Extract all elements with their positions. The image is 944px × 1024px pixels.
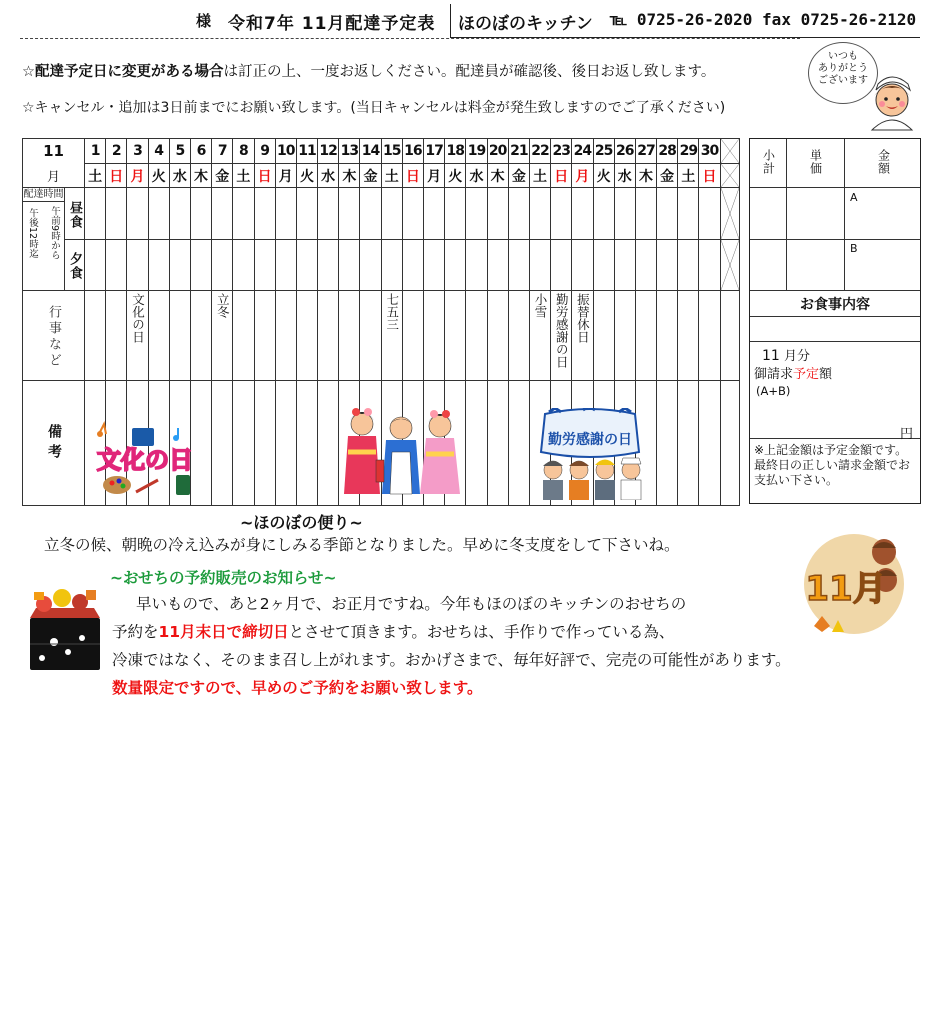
remark-cell bbox=[508, 381, 529, 506]
weekday: 日 bbox=[402, 164, 423, 188]
day-number: 15 bbox=[381, 139, 402, 164]
weekday: 金 bbox=[360, 164, 381, 188]
remark-cell bbox=[254, 381, 275, 506]
company-name: ほのぼのキッチン bbox=[458, 14, 593, 34]
lunch-order-cell[interactable] bbox=[551, 188, 572, 240]
osechi-paragraph-3: 冷凍ではなく、そのまま召し上がれます。おかげさまで、毎年好評で、完売の可能性があります。 bbox=[112, 651, 791, 669]
lunch-order-cell[interactable] bbox=[190, 188, 211, 240]
dinner-order-cell[interactable] bbox=[614, 240, 635, 291]
osechi-box-icon bbox=[24, 582, 104, 674]
dinner-label: 夕食 bbox=[65, 240, 85, 291]
dinner-order-cell[interactable] bbox=[212, 240, 233, 291]
day-number: 12 bbox=[318, 139, 339, 164]
weekday: 火 bbox=[148, 164, 169, 188]
event-cell bbox=[508, 291, 529, 381]
remarks-label: 備考 bbox=[23, 381, 85, 506]
remark-cell bbox=[678, 381, 699, 506]
event-cell bbox=[212, 291, 233, 381]
dinner-order-cell[interactable] bbox=[381, 240, 402, 291]
lunch-order-cell[interactable] bbox=[424, 188, 445, 240]
dinner-order-cell[interactable] bbox=[254, 240, 275, 291]
dinner-order-cell[interactable] bbox=[190, 240, 211, 291]
dinner-order-cell[interactable] bbox=[657, 240, 678, 291]
weekday: 日 bbox=[699, 164, 720, 188]
badge-text: 11月 bbox=[805, 569, 887, 609]
dinner-order-cell[interactable] bbox=[318, 240, 339, 291]
bill-yen: 円 bbox=[900, 427, 914, 442]
bill-formula: (A+B) bbox=[756, 384, 791, 398]
amount-header: 金額 bbox=[876, 149, 891, 175]
event-cell bbox=[339, 291, 360, 381]
recipient-sama: 様 bbox=[196, 12, 212, 30]
lunch-order-cell[interactable] bbox=[318, 188, 339, 240]
event-cell bbox=[106, 291, 127, 381]
event-cell bbox=[635, 291, 656, 381]
weekday: 土 bbox=[381, 164, 402, 188]
day-number: 24 bbox=[572, 139, 593, 164]
event-cell bbox=[529, 291, 550, 381]
weekday: 日 bbox=[106, 164, 127, 188]
event-cell bbox=[487, 291, 508, 381]
remark-cell bbox=[699, 381, 720, 506]
greeting-text: 立冬の候、朝晩の冷え込みが身にしみる季節となりました。早めに冬支度をして下さいね。 bbox=[44, 536, 680, 554]
lunch-order-cell[interactable] bbox=[678, 188, 699, 240]
remark-cell bbox=[657, 381, 678, 506]
unit-price-header: 単価 bbox=[808, 149, 823, 175]
event-cell bbox=[572, 291, 593, 381]
dinner-order-cell[interactable] bbox=[169, 240, 190, 291]
meal-content-label: お食事内容 bbox=[800, 297, 870, 313]
notice-change: ☆配達予定日に変更がある場合は訂正の上、一度お返しください。配達員が確認後、後日お返し致します。 bbox=[22, 64, 716, 80]
day-number: 10 bbox=[275, 139, 296, 164]
lunch-order-cell[interactable] bbox=[657, 188, 678, 240]
osechi-heading: ~おせちの予約販売のお知らせ~ bbox=[110, 569, 337, 587]
day-number: 13 bbox=[339, 139, 360, 164]
contact-numbers: ℡ 0725-26-2020 fax 0725-26-2120 bbox=[610, 10, 917, 29]
remark-cell bbox=[233, 381, 254, 506]
dinner-order-cell[interactable] bbox=[424, 240, 445, 291]
day-number: 2 bbox=[106, 139, 127, 164]
day-number: 4 bbox=[148, 139, 169, 164]
day-number: 8 bbox=[233, 139, 254, 164]
lunch-order-cell[interactable] bbox=[699, 188, 720, 240]
dinner-order-cell[interactable] bbox=[148, 240, 169, 291]
lunch-order-cell[interactable] bbox=[508, 188, 529, 240]
event-label: 七五三 bbox=[384, 293, 400, 331]
lunch-order-cell[interactable] bbox=[296, 188, 317, 240]
weekday: 日 bbox=[551, 164, 572, 188]
event-cell bbox=[699, 291, 720, 381]
dinner-order-cell[interactable] bbox=[466, 240, 487, 291]
weekday: 火 bbox=[445, 164, 466, 188]
day-number: 29 bbox=[678, 139, 699, 164]
remark-cell bbox=[466, 381, 487, 506]
dinner-order-cell[interactable] bbox=[106, 240, 127, 291]
dinner-order-cell[interactable] bbox=[487, 240, 508, 291]
dinner-order-cell[interactable] bbox=[593, 240, 614, 291]
day-number: 17 bbox=[424, 139, 445, 164]
lunch-label: 昼食 bbox=[65, 188, 85, 240]
weekday: 日 bbox=[254, 164, 275, 188]
event-cell bbox=[551, 291, 572, 381]
day-number: 11 bbox=[296, 139, 317, 164]
lunch-order-cell[interactable] bbox=[339, 188, 360, 240]
event-label: 振替休日 bbox=[575, 293, 591, 343]
weekday: 木 bbox=[190, 164, 211, 188]
crossed-cell bbox=[720, 139, 739, 164]
day-number: 9 bbox=[254, 139, 275, 164]
event-cell bbox=[466, 291, 487, 381]
day-number: 7 bbox=[212, 139, 233, 164]
dinner-order-cell[interactable] bbox=[699, 240, 720, 291]
dinner-order-cell[interactable] bbox=[233, 240, 254, 291]
weekday: 火 bbox=[296, 164, 317, 188]
lunch-order-cell[interactable] bbox=[127, 188, 148, 240]
osechi-paragraph-1: 早いもので、あと2ヶ月で、お正月ですね。今年もほのぼのキッチンのおせちの bbox=[136, 595, 687, 613]
weekday: 木 bbox=[635, 164, 656, 188]
day-number: 6 bbox=[190, 139, 211, 164]
lunch-order-cell[interactable] bbox=[635, 188, 656, 240]
lunch-order-cell[interactable] bbox=[614, 188, 635, 240]
dinner-order-cell[interactable] bbox=[635, 240, 656, 291]
weekday: 火 bbox=[593, 164, 614, 188]
dinner-order-cell[interactable] bbox=[127, 240, 148, 291]
bill-note: ※上記金額は予定金額です。最終日の正しい請求金額でお支払い下さい。 bbox=[754, 443, 911, 487]
event-cell bbox=[148, 291, 169, 381]
day-number: 27 bbox=[635, 139, 656, 164]
event-cell bbox=[381, 291, 402, 381]
lunch-order-cell[interactable] bbox=[148, 188, 169, 240]
day-number: 14 bbox=[360, 139, 381, 164]
day-number: 23 bbox=[551, 139, 572, 164]
delivery-time-cell: 配達時間 午後12時迄 午前9時から bbox=[23, 188, 65, 291]
event-cell bbox=[657, 291, 678, 381]
staff-illustration-icon bbox=[862, 70, 922, 132]
lunch-order-cell[interactable] bbox=[487, 188, 508, 240]
event-cell bbox=[424, 291, 445, 381]
event-cell bbox=[169, 291, 190, 381]
lunch-order-cell[interactable] bbox=[402, 188, 423, 240]
lunch-order-cell[interactable] bbox=[106, 188, 127, 240]
event-cell bbox=[360, 291, 381, 381]
remark-cell bbox=[296, 381, 317, 506]
dinner-order-cell[interactable] bbox=[678, 240, 699, 291]
weekday: 木 bbox=[339, 164, 360, 188]
day-number: 28 bbox=[657, 139, 678, 164]
osechi-limited-note: 数量限定ですので、早めのご予約をお願い致します。 bbox=[112, 679, 483, 697]
labor-day-logo-text: 勤労感謝の日 bbox=[548, 432, 632, 448]
weekday: 水 bbox=[169, 164, 190, 188]
dinner-order-cell[interactable] bbox=[572, 240, 593, 291]
event-cell bbox=[254, 291, 275, 381]
notice-cancel: ☆キャンセル・追加は3日前までにお願い致します。(当日キャンセルは料金が発生致しますのでご了承ください) bbox=[22, 100, 726, 116]
culture-day-illustration-icon bbox=[92, 420, 198, 500]
shichigosan-children-icon bbox=[334, 402, 468, 498]
bill-label: 御請求予定額 bbox=[754, 367, 833, 382]
event-cell bbox=[127, 291, 148, 381]
page-title: 令和7年 11月配達予定表 bbox=[228, 14, 436, 34]
weekday: 水 bbox=[614, 164, 635, 188]
speech-bubble: いつも ありがとう ございます bbox=[808, 42, 878, 104]
dinner-order-cell[interactable] bbox=[529, 240, 550, 291]
lunch-order-cell[interactable] bbox=[381, 188, 402, 240]
remark-cell bbox=[212, 381, 233, 506]
amount-b-label: B bbox=[850, 242, 858, 255]
newsletter-title: ~ほのぼの便り~ bbox=[240, 513, 363, 532]
crossed-cell bbox=[720, 240, 739, 291]
event-label: 立冬 bbox=[215, 293, 231, 318]
day-number: 30 bbox=[699, 139, 720, 164]
weekday: 水 bbox=[318, 164, 339, 188]
event-label: 文化の日 bbox=[130, 293, 146, 343]
dinner-order-cell[interactable] bbox=[296, 240, 317, 291]
dinner-order-cell[interactable] bbox=[551, 240, 572, 291]
lunch-order-cell[interactable] bbox=[529, 188, 550, 240]
event-cell bbox=[85, 291, 106, 381]
weekday: 水 bbox=[466, 164, 487, 188]
day-number: 25 bbox=[593, 139, 614, 164]
remark-cell bbox=[487, 381, 508, 506]
dinner-order-cell[interactable] bbox=[85, 240, 106, 291]
subtotal-header: 小計 bbox=[761, 149, 776, 175]
event-cell bbox=[678, 291, 699, 381]
day-number: 16 bbox=[402, 139, 423, 164]
event-cell bbox=[233, 291, 254, 381]
lunch-order-cell[interactable] bbox=[212, 188, 233, 240]
crossed-cell bbox=[720, 188, 739, 240]
weekday: 金 bbox=[508, 164, 529, 188]
crossed-cell bbox=[720, 164, 739, 188]
dinner-order-cell[interactable] bbox=[275, 240, 296, 291]
day-number: 22 bbox=[529, 139, 550, 164]
month-cell: 11 月 bbox=[23, 139, 85, 188]
lunch-order-cell[interactable] bbox=[360, 188, 381, 240]
day-number: 19 bbox=[466, 139, 487, 164]
events-label: 行事など bbox=[23, 291, 85, 381]
event-cell bbox=[614, 291, 635, 381]
day-number: 18 bbox=[445, 139, 466, 164]
day-number: 26 bbox=[614, 139, 635, 164]
day-number: 1 bbox=[85, 139, 106, 164]
remark-cell bbox=[275, 381, 296, 506]
weekday: 月 bbox=[572, 164, 593, 188]
weekday: 土 bbox=[233, 164, 254, 188]
lunch-order-cell[interactable] bbox=[169, 188, 190, 240]
lunch-order-cell[interactable] bbox=[593, 188, 614, 240]
remark-cell-end bbox=[720, 381, 739, 506]
amount-a-label: A bbox=[850, 191, 858, 204]
event-label: 勤労感謝の日 bbox=[554, 293, 570, 368]
header-divider bbox=[20, 38, 800, 39]
event-cell bbox=[318, 291, 339, 381]
event-cell bbox=[593, 291, 614, 381]
november-badge-icon bbox=[800, 528, 906, 640]
weekday: 月 bbox=[275, 164, 296, 188]
dinner-order-cell[interactable] bbox=[508, 240, 529, 291]
dinner-order-cell[interactable] bbox=[445, 240, 466, 291]
day-number: 21 bbox=[508, 139, 529, 164]
weekday: 土 bbox=[529, 164, 550, 188]
lunch-order-cell[interactable] bbox=[85, 188, 106, 240]
dinner-order-cell[interactable] bbox=[339, 240, 360, 291]
event-cell bbox=[445, 291, 466, 381]
weekday: 土 bbox=[85, 164, 106, 188]
event-cell bbox=[275, 291, 296, 381]
event-label: 小雪 bbox=[533, 293, 549, 318]
weekday: 月 bbox=[424, 164, 445, 188]
event-cell-end bbox=[720, 291, 739, 381]
billing-panel bbox=[749, 138, 921, 504]
lunch-order-cell[interactable] bbox=[233, 188, 254, 240]
lunch-order-cell[interactable] bbox=[445, 188, 466, 240]
lunch-order-cell[interactable] bbox=[275, 188, 296, 240]
weekday: 金 bbox=[212, 164, 233, 188]
lunch-order-cell[interactable] bbox=[254, 188, 275, 240]
labor-thanksgiving-illustration-icon bbox=[535, 408, 645, 500]
dinner-order-cell[interactable] bbox=[360, 240, 381, 291]
weekday: 月 bbox=[127, 164, 148, 188]
dinner-order-cell[interactable] bbox=[402, 240, 423, 291]
weekday: 土 bbox=[678, 164, 699, 188]
day-number: 20 bbox=[487, 139, 508, 164]
weekday: 金 bbox=[657, 164, 678, 188]
event-cell bbox=[402, 291, 423, 381]
event-cell bbox=[296, 291, 317, 381]
event-cell bbox=[190, 291, 211, 381]
lunch-order-cell[interactable] bbox=[572, 188, 593, 240]
weekday: 木 bbox=[487, 164, 508, 188]
day-number: 3 bbox=[127, 139, 148, 164]
bill-month: 11 月分 bbox=[762, 348, 810, 364]
lunch-order-cell[interactable] bbox=[466, 188, 487, 240]
culture-day-logo-text: 文化の日 bbox=[97, 446, 193, 474]
day-number: 5 bbox=[169, 139, 190, 164]
osechi-paragraph-2: 予約を11月末日で締切日とさせて頂きます。おせちは、手作りで作っている為、 bbox=[112, 623, 675, 641]
